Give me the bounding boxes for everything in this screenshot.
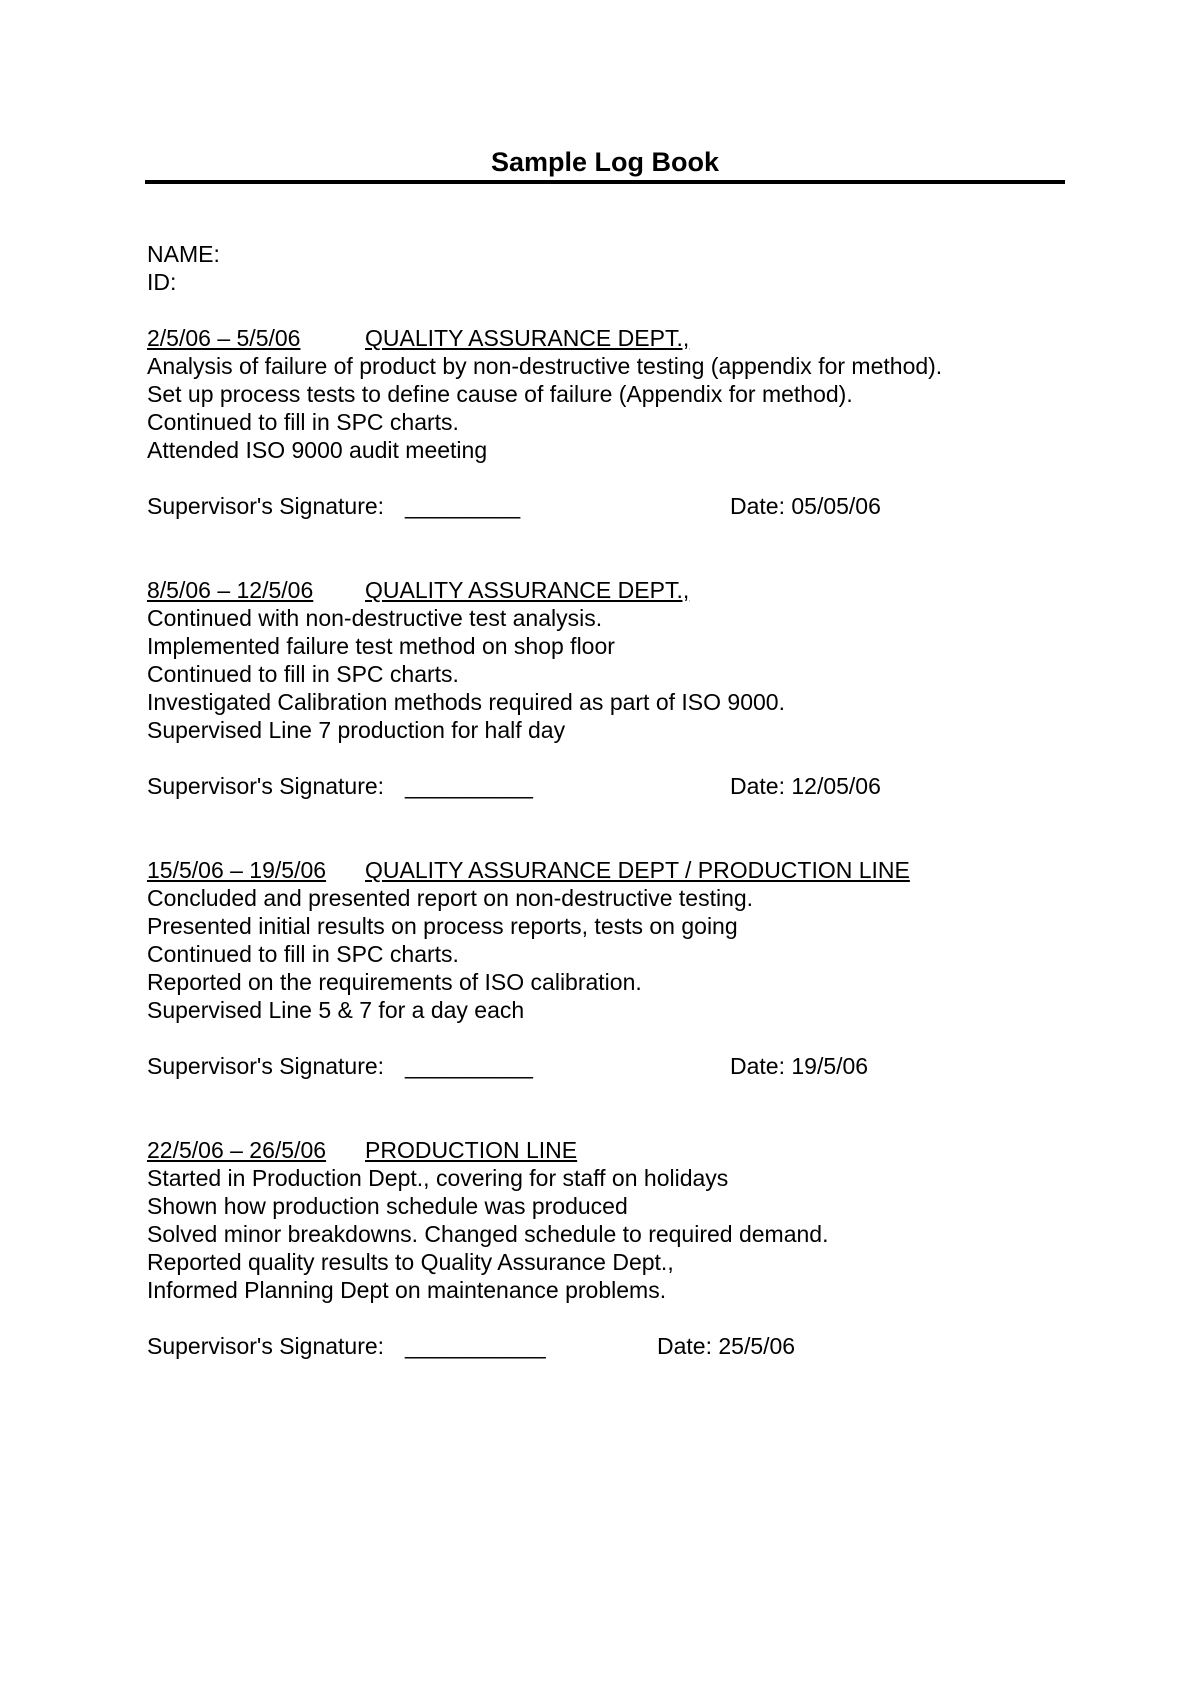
activity-line: Continued to fill in SPC charts. bbox=[147, 409, 459, 435]
entry-header bbox=[147, 1136, 1047, 1164]
activity-line: Reported on the requirements of ISO calibration. bbox=[147, 969, 642, 995]
signature-row bbox=[147, 772, 1047, 800]
signature-line: ___________ bbox=[405, 1333, 546, 1359]
entry-activities bbox=[147, 352, 1047, 464]
log-entry bbox=[147, 1136, 1047, 1360]
entry-header bbox=[147, 856, 1047, 884]
activity-line: Started in Production Dept., covering for staff on holidays bbox=[147, 1165, 729, 1191]
entry-dates: 2/5/06 – 5/5/06 bbox=[147, 325, 301, 351]
signature-row bbox=[147, 1332, 1047, 1360]
activity-line: Attended ISO 9000 audit meeting bbox=[147, 437, 488, 463]
log-entry bbox=[147, 576, 1047, 800]
activity-line: Presented initial results on process reports, tests on going bbox=[147, 913, 738, 939]
activity-line: Solved minor breakdowns. Changed schedule to required demand. bbox=[147, 1221, 829, 1247]
entry-dates: 8/5/06 – 12/5/06 bbox=[147, 577, 314, 603]
entry-department: PRODUCTION LINE bbox=[365, 1137, 578, 1163]
activity-line: Supervised Line 7 production for half day bbox=[147, 717, 566, 743]
activity-line: Shown how production schedule was produced bbox=[147, 1193, 628, 1219]
activity-line: Continued to fill in SPC charts. bbox=[147, 661, 459, 687]
activity-line: Continued to fill in SPC charts. bbox=[147, 941, 459, 967]
entry-department: QUALITY ASSURANCE DEPT., bbox=[365, 325, 690, 351]
entry-department: QUALITY ASSURANCE DEPT., bbox=[365, 577, 690, 603]
activity-line: Supervised Line 5 & 7 for a day each bbox=[147, 997, 525, 1023]
entry-date: Date: 19/5/06 bbox=[730, 1053, 869, 1079]
activity-line: Analysis of failure of product by non-destructive testing (appendix for method). bbox=[147, 353, 943, 379]
activity-line: Investigated Calibration methods required as part of ISO 9000. bbox=[147, 689, 785, 715]
entry-date: Date: 12/05/06 bbox=[730, 773, 881, 799]
supervisor-signature-label: Supervisor's Signature: bbox=[147, 1053, 385, 1079]
activity-line: Concluded and presented report on non-destructive testing. bbox=[147, 885, 754, 911]
activity-line: Implemented failure test method on shop floor bbox=[147, 633, 615, 659]
activity-line: Set up process tests to define cause of failure (Appendix for method). bbox=[147, 381, 853, 407]
signature-line: __________ bbox=[405, 1053, 533, 1079]
entry-dates: 22/5/06 – 26/5/06 bbox=[147, 1137, 327, 1163]
activity-line: Informed Planning Dept on maintenance problems. bbox=[147, 1277, 667, 1303]
signature-line: _________ bbox=[405, 493, 521, 519]
entry-activities bbox=[147, 604, 1047, 744]
signature-row bbox=[147, 492, 1047, 520]
entry-activities bbox=[147, 884, 1047, 1024]
signature-row bbox=[147, 1052, 1047, 1080]
title-divider bbox=[145, 180, 1065, 184]
activity-line: Continued with non-destructive test analysis. bbox=[147, 605, 603, 631]
entry-activities bbox=[147, 1164, 1047, 1304]
activity-line: Reported quality results to Quality Assurance Dept., bbox=[147, 1249, 674, 1275]
entry-department: QUALITY ASSURANCE DEPT / PRODUCTION LINE bbox=[365, 857, 910, 883]
log-entry bbox=[147, 324, 1047, 520]
log-entry bbox=[147, 856, 1047, 1080]
id-label: ID: bbox=[147, 269, 177, 295]
name-label: NAME: bbox=[147, 241, 220, 267]
entry-dates: 15/5/06 – 19/5/06 bbox=[147, 857, 327, 883]
entry-header bbox=[147, 576, 1047, 604]
signature-line: __________ bbox=[405, 773, 533, 799]
supervisor-signature-label: Supervisor's Signature: bbox=[147, 773, 385, 799]
entry-header bbox=[147, 324, 1047, 352]
page-title: Sample Log Book bbox=[490, 147, 720, 177]
supervisor-signature-label: Supervisor's Signature: bbox=[147, 493, 385, 519]
supervisor-signature-label: Supervisor's Signature: bbox=[147, 1333, 385, 1359]
entry-date: Date: 05/05/06 bbox=[730, 493, 881, 519]
entry-date: Date: 25/5/06 bbox=[657, 1333, 796, 1359]
